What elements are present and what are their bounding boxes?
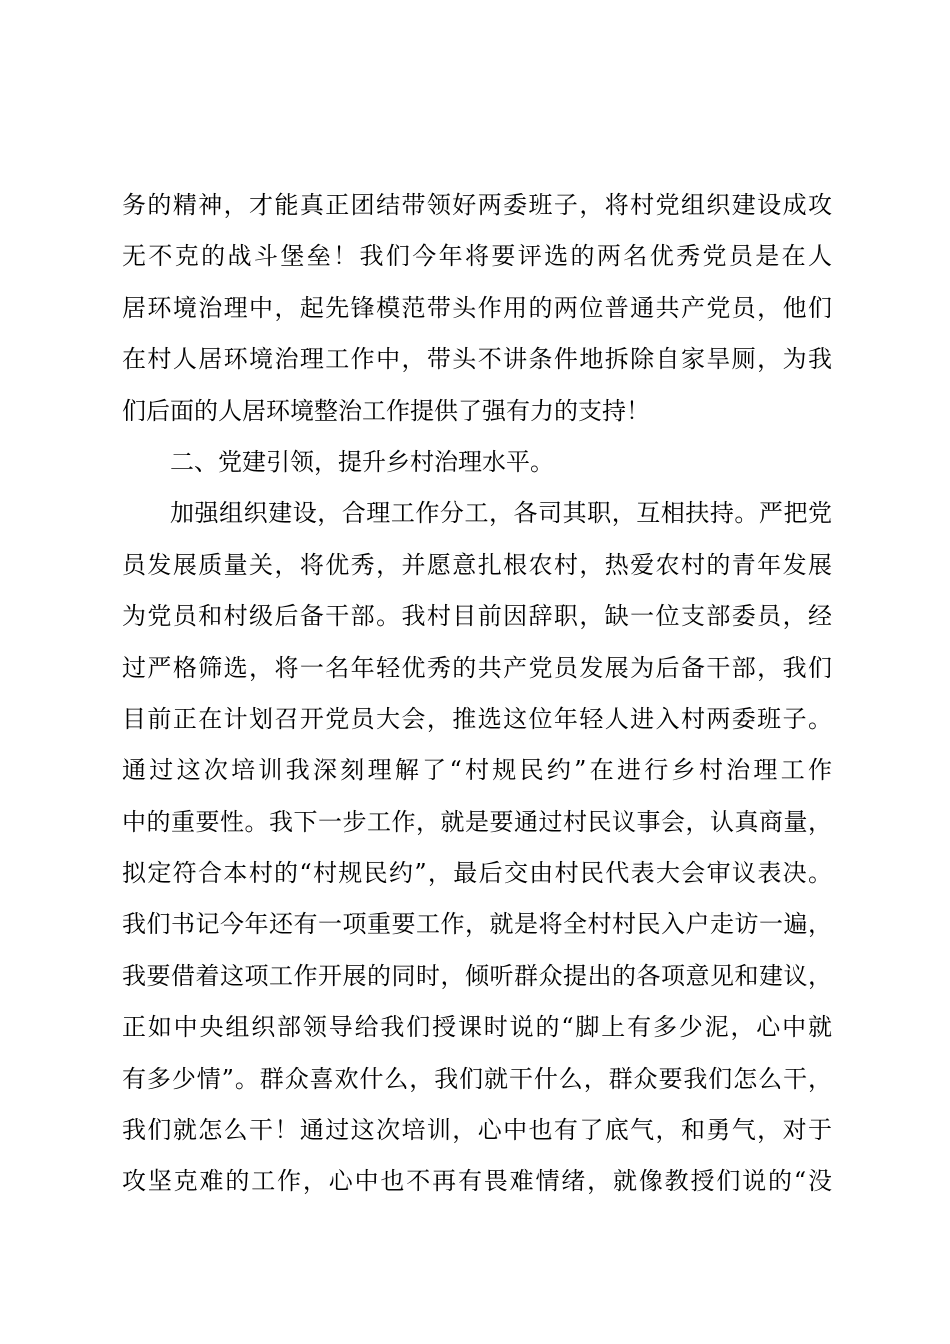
text-line-16: 我要借着这项工作开展的同时，倾听群众提出的各项意见和建议， bbox=[122, 961, 832, 990]
text-line-11: 目前正在计划召开党员大会，推选这位年轻人进入村两委班子。 bbox=[122, 704, 832, 733]
text-line-17: 正如中央组织部领导给我们授课时说的“脚上有多少泥，心中就 bbox=[122, 1013, 832, 1042]
text-line-12: 通过这次培训我深刻理解了“村规民约”在进行乡村治理工作 bbox=[122, 756, 832, 785]
text-line-14: 拟定符合本村的“村规民约”，最后交由村民代表大会审议表决。 bbox=[122, 859, 832, 888]
text-line-10: 过严格筛选，将一名年轻优秀的共产党员发展为后备干部，我们 bbox=[122, 653, 832, 682]
text-line-3: 居环境治理中，起先锋模范带头作用的两位普通共产党员，他们 bbox=[122, 293, 832, 322]
text-line-4: 在村人居环境治理工作中，带头不讲条件地拆除自家旱厕，为我 bbox=[122, 345, 832, 374]
text-line-1: 务的精神，才能真正团结带领好两委班子，将村党组织建设成攻 bbox=[122, 191, 832, 219]
text-line-20: 攻坚克难的工作，心中也不再有畏难情绪，就像教授们说的“没 bbox=[122, 1167, 832, 1196]
text-line-9: 为党员和村级后备干部。我村目前因辞职，缺一位支部委员，经 bbox=[122, 602, 832, 631]
text-line-5: 们后面的人居环境整治工作提供了强有力的支持！ bbox=[122, 396, 650, 425]
text-line-8: 员发展质量关，将优秀，并愿意扎根农村，热爱农村的青年发展 bbox=[122, 550, 832, 579]
section-heading: 二、党建引领，提升乡村治理水平。 bbox=[170, 447, 554, 476]
text-line-15: 我们书记今年还有一项重要工作，就是将全村村民入户走访一遍， bbox=[122, 910, 832, 939]
text-line-13: 中的重要性。我下一步工作，就是要通过村民议事会，认真商量， bbox=[122, 807, 832, 836]
text-line-18: 有多少情”。群众喜欢什么，我们就干什么，群众要我们怎么干， bbox=[122, 1064, 832, 1093]
text-line-2: 无不克的战斗堡垒！我们今年将要评选的两名优秀党员是在人 bbox=[122, 242, 832, 271]
document-body bbox=[122, 180, 832, 1208]
text-line-7: 加强组织建设，合理工作分工，各司其职，互相扶持。严把党 bbox=[170, 499, 832, 528]
text-line-19: 我们就怎么干！通过这次培训，心中也有了底气，和勇气，对于 bbox=[122, 1116, 832, 1145]
